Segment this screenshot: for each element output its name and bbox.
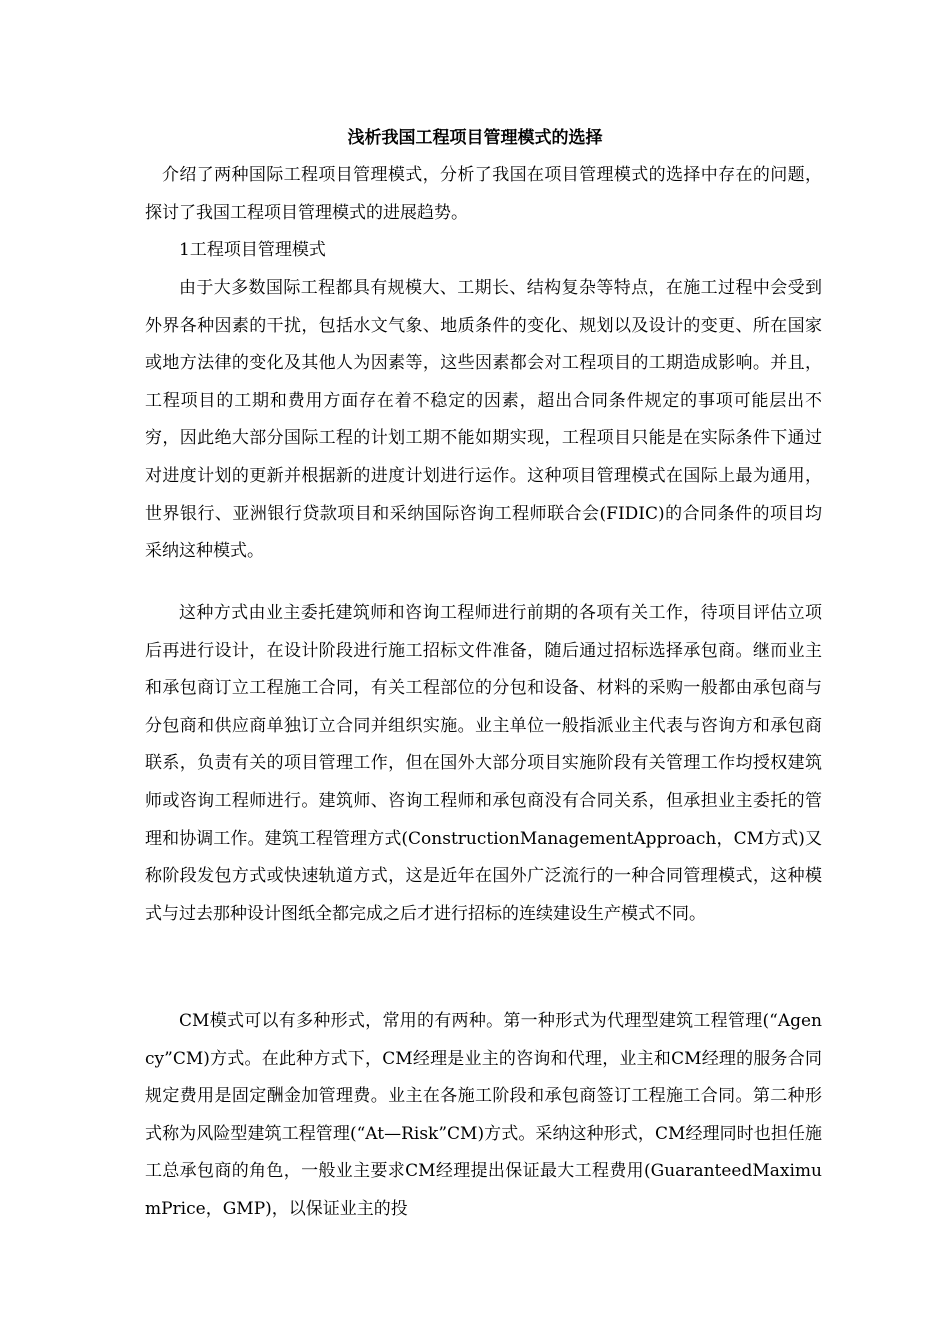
body-paragraph-2: 这种方式由业主委托建筑师和咨询工程师进行前期的各项有关工作，待项目评估立项后再进行设计，在设计阶段进行施工招标文件准备，随后通过招标选择承包商。继而业主和承包商订立工程施工合同，有关工程部位的分包和设备、材料的采购一般都由承包商与分包商和供应商单独订立合同并组织实施。业主单位一般指派业主代表与咨询方和承包商联系，负责有关的项目管理工作，但在国外大部分项目实施阶段有关管理工作均授权建筑师或咨询工程师进行。建筑师、咨询工程师和承包商没有合同关系，但承担业主委托的管理和协调工作。建筑工程管理方式(ConstructionManagementApproach，CM方式)又称阶段发包方式或快速轨道方式，这是近年在国外广泛流行的一种合同管理模式，这种模式与过去那种设计图纸全都完成之后才进行招标的连续建设生产模式不同。 — [145, 603, 822, 924]
abstract-paragraph: 介绍了两种国际工程项目管理模式，分析了我国在项目管理模式的选择中存在的问题，探讨了我国工程项目管理模式的进展趋势。 — [145, 165, 822, 223]
section-heading: 1工程项目管理模式 — [179, 240, 326, 260]
body-paragraph-1: 由于大多数国际工程都具有规模大、工期长、结构复杂等特点，在施工过程中会受到外界各种因素的干扰，包括水文气象、地质条件的变化、规划以及设计的变更、所在国家或地方法律的变化及其他人为因素等，这些因素都会对工程项目的工期造成影响。并且，工程项目的工期和费用方面存在着不稳定的因素，超出合同条件规定的事项可能层出不穷，因此绝大部分国际工程的计划工期不能如期实现，工程项目只能是在实际条件下通过对进度计划的更新并根据新的进度计划进行运作。这种项目管理模式在国际上最为通用，世界银行、亚洲银行贷款项目和采纳国际咨询工程师联合会(FIDIC)的合同条件的项目均采纳这种模式。 — [145, 278, 822, 562]
document-title: 浅析我国工程项目管理模式的选择 — [347, 128, 603, 148]
body-paragraph-3: CM模式可以有多种形式，常用的有两种。第一种形式为代理型建筑工程管理(“Agency”CM)方式。在此种方式下，CM经理是业主的咨询和代理，业主和CM经理的服务合同规定费用是固定酬金加管理费。业主在各施工阶段和承包商签订工程施工合同。第二种形式称为风险型建筑工程管理(“At—Risk”CM)方式。采纳这种形式，CM经理同时也担任施工总承包商的角色，一般业主要求CM经理提出保证最大工程费用(GuaranteedMaximumPrice，GMP)，以保证业主的投 — [145, 1011, 822, 1219]
